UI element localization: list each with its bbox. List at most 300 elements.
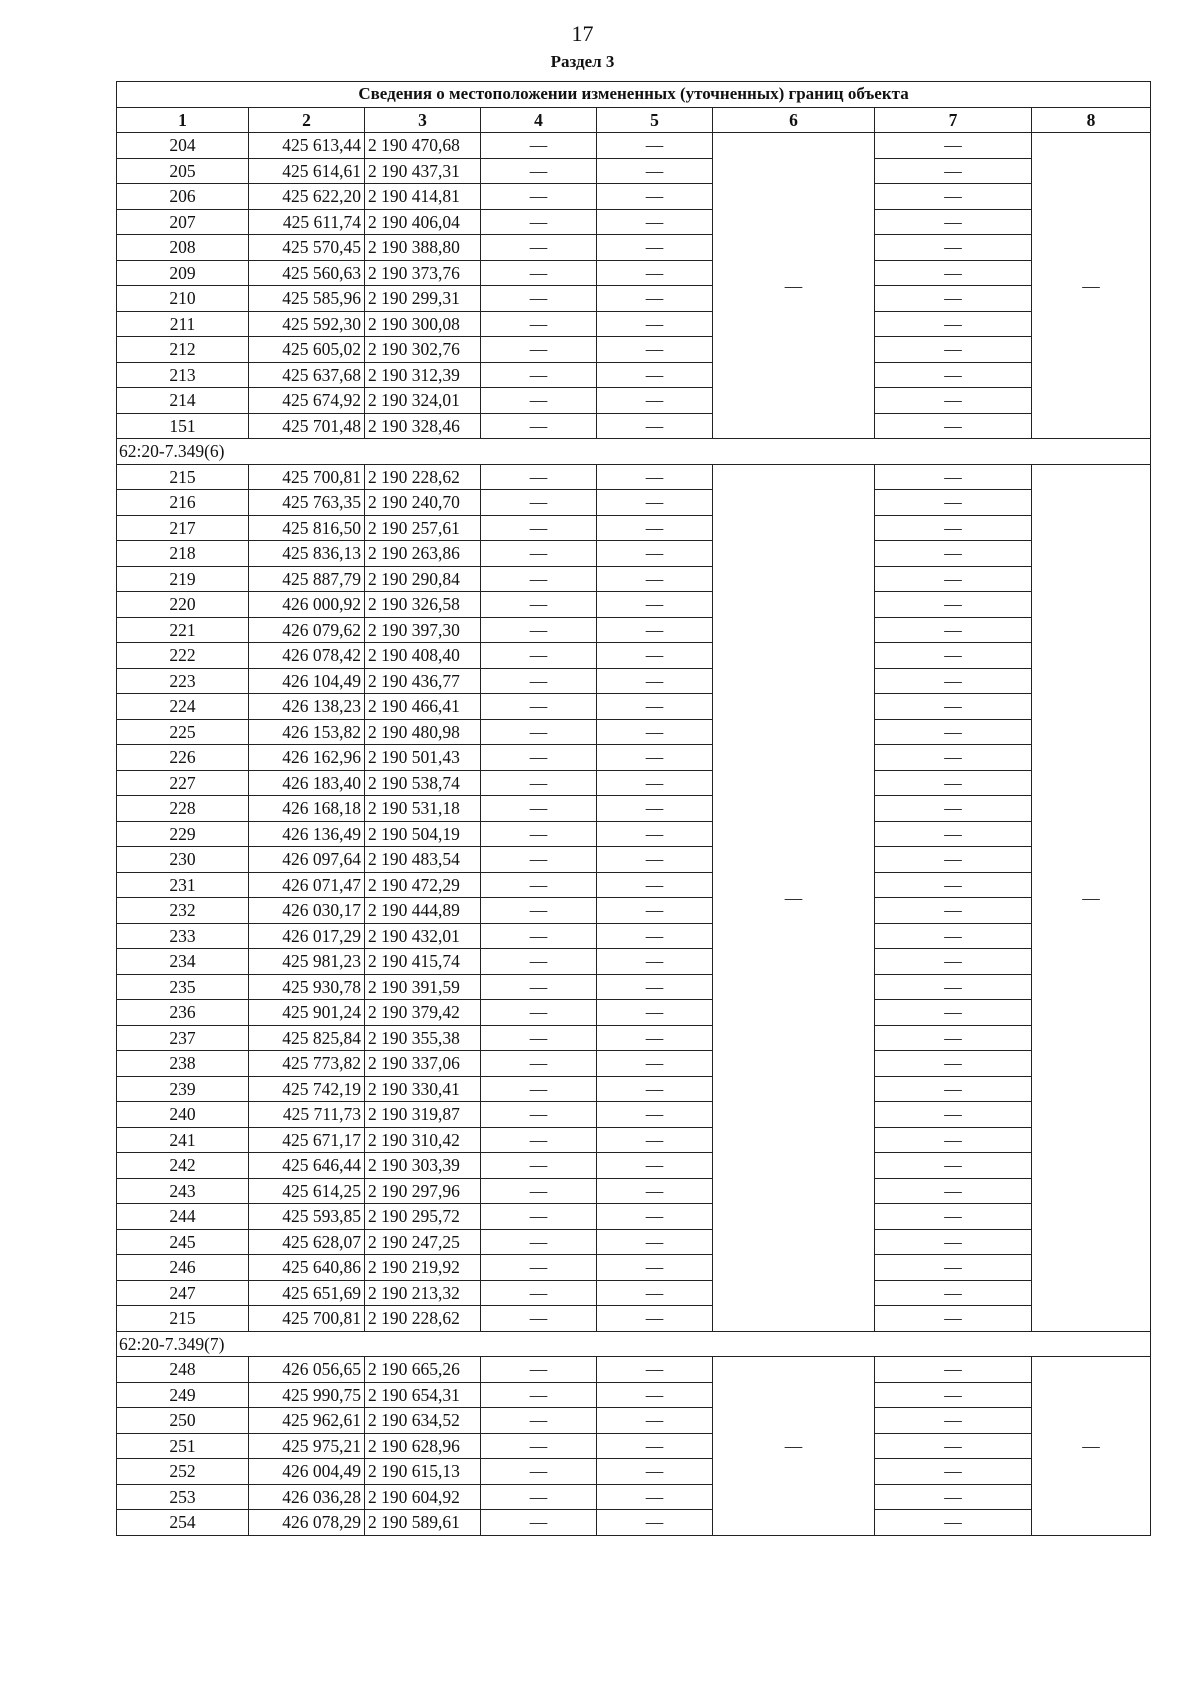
table-row: [117, 949, 1151, 975]
dash-cell: —: [481, 286, 597, 312]
dash-cell: —: [597, 770, 713, 796]
column-header: 3: [365, 107, 481, 133]
dash-cell: —: [875, 1076, 1032, 1102]
point-number-cell: 214: [117, 388, 249, 414]
dash-cell: —: [875, 1255, 1032, 1281]
dash-cell: —: [597, 821, 713, 847]
dash-cell: —: [875, 1382, 1032, 1408]
column-header: 4: [481, 107, 597, 133]
point-number-cell: 248: [117, 1357, 249, 1383]
dash-cell: —: [875, 1051, 1032, 1077]
x-coordinate-cell: 426 138,23: [249, 694, 365, 720]
dash-cell: —: [481, 923, 597, 949]
x-coordinate-cell: 426 162,96: [249, 745, 365, 771]
dash-cell: —: [597, 1357, 713, 1383]
point-number-cell: 216: [117, 490, 249, 516]
dash-cell: —: [875, 1127, 1032, 1153]
table-row: [117, 235, 1151, 261]
x-coordinate-cell: 425 560,63: [249, 260, 365, 286]
dash-cell: —: [481, 1357, 597, 1383]
dash-cell: —: [597, 617, 713, 643]
dash-cell: —: [597, 566, 713, 592]
dash-cell: —: [875, 1408, 1032, 1434]
dash-cell: —: [481, 1000, 597, 1026]
table-row: [117, 286, 1151, 312]
x-coordinate-cell: 426 000,92: [249, 592, 365, 618]
dash-cell: —: [597, 1178, 713, 1204]
dash-cell: —: [481, 490, 597, 516]
dash-cell: —: [597, 158, 713, 184]
dash-cell: —: [875, 158, 1032, 184]
y-coordinate-cell: 2 190 263,86: [365, 541, 481, 567]
dash-cell: —: [597, 1510, 713, 1536]
dash-cell: —: [597, 1025, 713, 1051]
dash-cell: —: [597, 923, 713, 949]
dash-cell: —: [597, 541, 713, 567]
y-coordinate-cell: 2 190 504,19: [365, 821, 481, 847]
point-number-cell: 243: [117, 1178, 249, 1204]
point-number-cell: 251: [117, 1433, 249, 1459]
dash-cell: —: [597, 1051, 713, 1077]
table-row: [117, 719, 1151, 745]
dash-cell: —: [597, 464, 713, 490]
dash-cell: —: [597, 1229, 713, 1255]
dash-cell: —: [875, 719, 1032, 745]
y-coordinate-cell: 2 190 257,61: [365, 515, 481, 541]
table-row: [117, 617, 1151, 643]
dash-cell: —: [875, 643, 1032, 669]
point-number-cell: 223: [117, 668, 249, 694]
x-coordinate-cell: 425 674,92: [249, 388, 365, 414]
table-row: [117, 1433, 1151, 1459]
page-number: 17: [571, 21, 594, 46]
dash-cell: —: [875, 1229, 1032, 1255]
dash-cell: —: [875, 286, 1032, 312]
merged-dash-cell: —: [713, 464, 875, 1331]
x-coordinate-cell: 426 004,49: [249, 1459, 365, 1485]
table-row: [117, 388, 1151, 414]
point-number-cell: 206: [117, 184, 249, 210]
point-number-cell: 220: [117, 592, 249, 618]
table-row: [117, 311, 1151, 337]
dash-cell: —: [481, 872, 597, 898]
dash-cell: —: [481, 133, 597, 159]
table-row: [117, 1000, 1151, 1026]
dash-cell: —: [481, 1306, 597, 1332]
merged-dash-cell: —: [1032, 133, 1151, 439]
dash-cell: —: [597, 133, 713, 159]
dash-cell: —: [481, 1408, 597, 1434]
point-number-cell: 250: [117, 1408, 249, 1434]
dash-cell: —: [875, 464, 1032, 490]
dash-cell: —: [875, 1153, 1032, 1179]
y-coordinate-cell: 2 190 397,30: [365, 617, 481, 643]
dash-cell: —: [481, 362, 597, 388]
point-number-cell: 235: [117, 974, 249, 1000]
dash-cell: —: [875, 1459, 1032, 1485]
dash-cell: —: [481, 1076, 597, 1102]
x-coordinate-cell: 425 825,84: [249, 1025, 365, 1051]
dash-cell: —: [597, 1255, 713, 1281]
merged-dash-cell: —: [713, 133, 875, 439]
y-coordinate-cell: 2 190 444,89: [365, 898, 481, 924]
dash-cell: —: [481, 209, 597, 235]
dash-cell: —: [481, 184, 597, 210]
x-coordinate-cell: 425 570,45: [249, 235, 365, 261]
y-coordinate-cell: 2 190 415,74: [365, 949, 481, 975]
point-number-cell: 217: [117, 515, 249, 541]
point-number-cell: 151: [117, 413, 249, 439]
dash-cell: —: [481, 1102, 597, 1128]
dash-cell: —: [875, 337, 1032, 363]
dash-cell: —: [597, 311, 713, 337]
y-coordinate-cell: 2 190 213,32: [365, 1280, 481, 1306]
dash-cell: —: [597, 1076, 713, 1102]
x-coordinate-cell: 425 613,44: [249, 133, 365, 159]
y-coordinate-cell: 2 190 628,96: [365, 1433, 481, 1459]
merged-dash-cell: —: [1032, 1357, 1151, 1536]
point-number-cell: 215: [117, 1306, 249, 1332]
dash-cell: —: [597, 1408, 713, 1434]
x-coordinate-cell: 426 056,65: [249, 1357, 365, 1383]
y-coordinate-cell: 2 190 303,39: [365, 1153, 481, 1179]
column-header: 7: [875, 107, 1032, 133]
y-coordinate-cell: 2 190 290,84: [365, 566, 481, 592]
dash-cell: —: [597, 898, 713, 924]
x-coordinate-cell: 426 153,82: [249, 719, 365, 745]
point-number-cell: 234: [117, 949, 249, 975]
dash-cell: —: [597, 286, 713, 312]
dash-cell: —: [481, 974, 597, 1000]
x-coordinate-cell: 425 711,73: [249, 1102, 365, 1128]
y-coordinate-cell: 2 190 634,52: [365, 1408, 481, 1434]
x-coordinate-cell: 425 701,48: [249, 413, 365, 439]
y-coordinate-cell: 2 190 437,31: [365, 158, 481, 184]
table-row: [117, 668, 1151, 694]
point-number-cell: 246: [117, 1255, 249, 1281]
x-coordinate-cell: 425 990,75: [249, 1382, 365, 1408]
dash-cell: —: [875, 1306, 1032, 1332]
group-label-row: [117, 439, 1151, 465]
x-coordinate-cell: 426 071,47: [249, 872, 365, 898]
table-row: [117, 796, 1151, 822]
dash-cell: —: [597, 872, 713, 898]
dash-cell: —: [597, 1204, 713, 1230]
point-number-cell: 237: [117, 1025, 249, 1051]
table-row: [117, 1025, 1151, 1051]
y-coordinate-cell: 2 190 299,31: [365, 286, 481, 312]
boundary-coordinates-table: [116, 81, 1151, 1536]
dash-cell: —: [481, 515, 597, 541]
table-row: [117, 184, 1151, 210]
dash-cell: —: [597, 796, 713, 822]
dash-cell: —: [597, 1382, 713, 1408]
point-number-cell: 236: [117, 1000, 249, 1026]
point-number-cell: 219: [117, 566, 249, 592]
x-coordinate-cell: 426 079,62: [249, 617, 365, 643]
section-title: Раздел 3: [550, 52, 615, 71]
table-row: [117, 1484, 1151, 1510]
dash-cell: —: [597, 413, 713, 439]
y-coordinate-cell: 2 190 328,46: [365, 413, 481, 439]
x-coordinate-cell: 425 605,02: [249, 337, 365, 363]
point-number-cell: 222: [117, 643, 249, 669]
table-row: [117, 847, 1151, 873]
point-number-cell: 230: [117, 847, 249, 873]
dash-cell: —: [597, 949, 713, 975]
dash-cell: —: [597, 235, 713, 261]
x-coordinate-cell: 425 593,85: [249, 1204, 365, 1230]
x-coordinate-cell: 425 962,61: [249, 1408, 365, 1434]
y-coordinate-cell: 2 190 300,08: [365, 311, 481, 337]
dash-cell: —: [481, 1153, 597, 1179]
point-number-cell: 228: [117, 796, 249, 822]
table-row: [117, 1459, 1151, 1485]
dash-cell: —: [875, 490, 1032, 516]
table-row: [117, 592, 1151, 618]
point-number-cell: 233: [117, 923, 249, 949]
table-row: [117, 1306, 1151, 1332]
point-number-cell: 205: [117, 158, 249, 184]
x-coordinate-cell: 426 136,49: [249, 821, 365, 847]
dash-cell: —: [875, 668, 1032, 694]
point-number-cell: 210: [117, 286, 249, 312]
x-coordinate-cell: 425 646,44: [249, 1153, 365, 1179]
dash-cell: —: [875, 1204, 1032, 1230]
point-number-cell: 225: [117, 719, 249, 745]
point-number-cell: 240: [117, 1102, 249, 1128]
group-label-row: [117, 1331, 1151, 1357]
y-coordinate-cell: 2 190 589,61: [365, 1510, 481, 1536]
x-coordinate-cell: 425 887,79: [249, 566, 365, 592]
dash-cell: —: [875, 413, 1032, 439]
table-row: [117, 643, 1151, 669]
point-number-cell: 213: [117, 362, 249, 388]
column-header: 2: [249, 107, 365, 133]
y-coordinate-cell: 2 190 432,01: [365, 923, 481, 949]
point-number-cell: 226: [117, 745, 249, 771]
dash-cell: —: [481, 643, 597, 669]
dash-cell: —: [875, 923, 1032, 949]
y-coordinate-cell: 2 190 228,62: [365, 1306, 481, 1332]
dash-cell: —: [597, 668, 713, 694]
y-coordinate-cell: 2 190 470,68: [365, 133, 481, 159]
y-coordinate-cell: 2 190 414,81: [365, 184, 481, 210]
x-coordinate-cell: 425 671,17: [249, 1127, 365, 1153]
y-coordinate-cell: 2 190 219,92: [365, 1255, 481, 1281]
dash-cell: —: [875, 617, 1032, 643]
dash-cell: —: [481, 1255, 597, 1281]
point-number-cell: 249: [117, 1382, 249, 1408]
dash-cell: —: [481, 337, 597, 363]
point-number-cell: 227: [117, 770, 249, 796]
dash-cell: —: [481, 898, 597, 924]
point-number-cell: 232: [117, 898, 249, 924]
dash-cell: —: [875, 1433, 1032, 1459]
x-coordinate-cell: 425 611,74: [249, 209, 365, 235]
dash-cell: —: [597, 643, 713, 669]
table-row: [117, 1280, 1151, 1306]
x-coordinate-cell: 426 183,40: [249, 770, 365, 796]
y-coordinate-cell: 2 190 324,01: [365, 388, 481, 414]
y-coordinate-cell: 2 190 531,18: [365, 796, 481, 822]
x-coordinate-cell: 425 637,68: [249, 362, 365, 388]
y-coordinate-cell: 2 190 604,92: [365, 1484, 481, 1510]
table-row: [117, 1076, 1151, 1102]
x-coordinate-cell: 425 700,81: [249, 464, 365, 490]
dash-cell: —: [875, 872, 1032, 898]
y-coordinate-cell: 2 190 391,59: [365, 974, 481, 1000]
dash-cell: —: [481, 770, 597, 796]
point-number-cell: 239: [117, 1076, 249, 1102]
table-row: [117, 1153, 1151, 1179]
y-coordinate-cell: 2 190 297,96: [365, 1178, 481, 1204]
dash-cell: —: [875, 1025, 1032, 1051]
dash-cell: —: [597, 847, 713, 873]
table-row: [117, 1127, 1151, 1153]
dash-cell: —: [481, 796, 597, 822]
x-coordinate-cell: 426 104,49: [249, 668, 365, 694]
y-coordinate-cell: 2 190 654,31: [365, 1382, 481, 1408]
dash-cell: —: [875, 133, 1032, 159]
x-coordinate-cell: 425 742,19: [249, 1076, 365, 1102]
y-coordinate-cell: 2 190 466,41: [365, 694, 481, 720]
dash-cell: —: [481, 1127, 597, 1153]
table-row: [117, 745, 1151, 771]
dash-cell: —: [481, 745, 597, 771]
dash-cell: —: [481, 1484, 597, 1510]
point-number-cell: 244: [117, 1204, 249, 1230]
table-row: [117, 898, 1151, 924]
y-coordinate-cell: 2 190 501,43: [365, 745, 481, 771]
dash-cell: —: [481, 668, 597, 694]
y-coordinate-cell: 2 190 472,29: [365, 872, 481, 898]
x-coordinate-cell: 425 585,96: [249, 286, 365, 312]
dash-cell: —: [875, 694, 1032, 720]
y-coordinate-cell: 2 190 355,38: [365, 1025, 481, 1051]
dash-cell: —: [481, 821, 597, 847]
dash-cell: —: [481, 1229, 597, 1255]
table-row: [117, 209, 1151, 235]
y-coordinate-cell: 2 190 330,41: [365, 1076, 481, 1102]
point-number-cell: 238: [117, 1051, 249, 1077]
point-number-cell: 208: [117, 235, 249, 261]
y-coordinate-cell: 2 190 312,39: [365, 362, 481, 388]
y-coordinate-cell: 2 190 310,42: [365, 1127, 481, 1153]
x-coordinate-cell: 425 628,07: [249, 1229, 365, 1255]
x-coordinate-cell: 426 017,29: [249, 923, 365, 949]
table-row: [117, 1510, 1151, 1536]
dash-cell: —: [875, 1178, 1032, 1204]
table-row: [117, 515, 1151, 541]
dash-cell: —: [481, 388, 597, 414]
table-row: [117, 133, 1151, 159]
point-number-cell: 204: [117, 133, 249, 159]
y-coordinate-cell: 2 190 538,74: [365, 770, 481, 796]
dash-cell: —: [597, 337, 713, 363]
dash-cell: —: [481, 1204, 597, 1230]
table-row: [117, 923, 1151, 949]
y-coordinate-cell: 2 190 228,62: [365, 464, 481, 490]
dash-cell: —: [481, 464, 597, 490]
y-coordinate-cell: 2 190 408,40: [365, 643, 481, 669]
x-coordinate-cell: 425 651,69: [249, 1280, 365, 1306]
point-number-cell: 242: [117, 1153, 249, 1179]
dash-cell: —: [481, 235, 597, 261]
dash-cell: —: [481, 1178, 597, 1204]
group-label: 62:20-7.349(6): [117, 439, 1151, 465]
x-coordinate-cell: 425 901,24: [249, 1000, 365, 1026]
column-header: 6: [713, 107, 875, 133]
column-header-row: [117, 107, 1151, 133]
y-coordinate-cell: 2 190 483,54: [365, 847, 481, 873]
x-coordinate-cell: 425 700,81: [249, 1306, 365, 1332]
table-row: [117, 541, 1151, 567]
table-row: [117, 1255, 1151, 1281]
y-coordinate-cell: 2 190 247,25: [365, 1229, 481, 1255]
table-row: [117, 872, 1151, 898]
dash-cell: —: [875, 898, 1032, 924]
x-coordinate-cell: 426 030,17: [249, 898, 365, 924]
table-row: [117, 158, 1151, 184]
y-coordinate-cell: 2 190 665,26: [365, 1357, 481, 1383]
y-coordinate-cell: 2 190 240,70: [365, 490, 481, 516]
dash-cell: —: [875, 260, 1032, 286]
dash-cell: —: [481, 311, 597, 337]
dash-cell: —: [875, 821, 1032, 847]
table-row: [117, 566, 1151, 592]
x-coordinate-cell: 425 763,35: [249, 490, 365, 516]
x-coordinate-cell: 425 975,21: [249, 1433, 365, 1459]
point-number-cell: 254: [117, 1510, 249, 1536]
dash-cell: —: [597, 745, 713, 771]
dash-cell: —: [481, 1433, 597, 1459]
dash-cell: —: [875, 311, 1032, 337]
dash-cell: —: [597, 1484, 713, 1510]
x-coordinate-cell: 425 981,23: [249, 949, 365, 975]
x-coordinate-cell: 426 078,42: [249, 643, 365, 669]
dash-cell: —: [597, 694, 713, 720]
x-coordinate-cell: 425 592,30: [249, 311, 365, 337]
dash-cell: —: [875, 1000, 1032, 1026]
dash-cell: —: [481, 1025, 597, 1051]
dash-cell: —: [481, 566, 597, 592]
table-row: [117, 974, 1151, 1000]
x-coordinate-cell: 426 036,28: [249, 1484, 365, 1510]
dash-cell: —: [597, 974, 713, 1000]
dash-cell: —: [875, 362, 1032, 388]
dash-cell: —: [597, 388, 713, 414]
x-coordinate-cell: 425 640,86: [249, 1255, 365, 1281]
dash-cell: —: [481, 617, 597, 643]
merged-dash-cell: —: [713, 1357, 875, 1536]
dash-cell: —: [597, 1000, 713, 1026]
table-row: [117, 1102, 1151, 1128]
point-number-cell: 212: [117, 337, 249, 363]
x-coordinate-cell: 426 078,29: [249, 1510, 365, 1536]
table-row: [117, 362, 1151, 388]
dash-cell: —: [481, 158, 597, 184]
x-coordinate-cell: 426 097,64: [249, 847, 365, 873]
table-row: [117, 1204, 1151, 1230]
dash-cell: —: [875, 1484, 1032, 1510]
dash-cell: —: [597, 362, 713, 388]
x-coordinate-cell: 425 930,78: [249, 974, 365, 1000]
dash-cell: —: [597, 592, 713, 618]
point-number-cell: 207: [117, 209, 249, 235]
y-coordinate-cell: 2 190 337,06: [365, 1051, 481, 1077]
dash-cell: —: [875, 974, 1032, 1000]
